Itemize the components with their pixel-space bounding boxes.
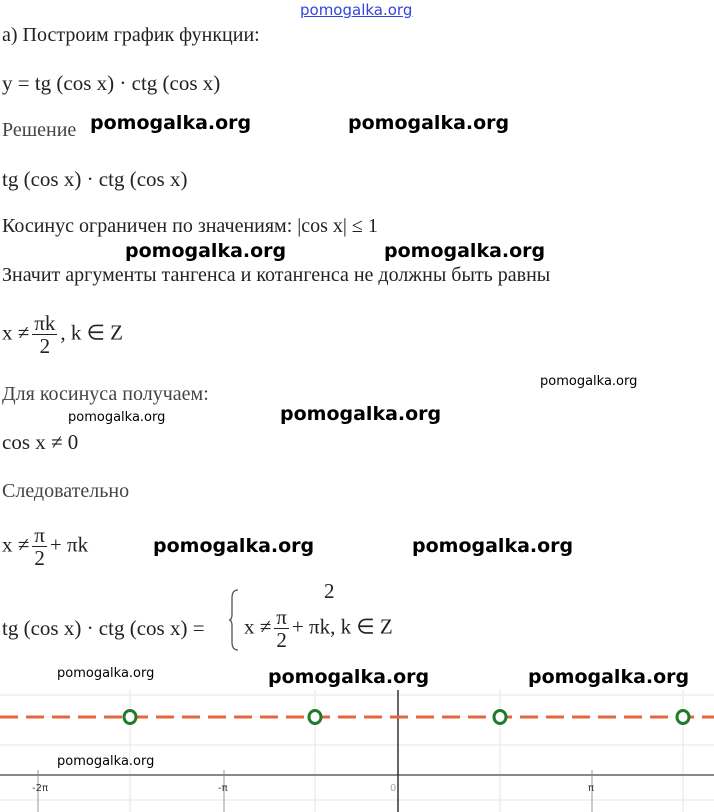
denominator: 2 <box>34 546 45 570</box>
hence-text: Следовательно <box>2 480 130 502</box>
watermark: pomogalka.org <box>57 754 155 769</box>
tick-label: -2π <box>32 783 48 794</box>
ineq1-right: , k ∈ Z <box>60 320 124 345</box>
watermark: pomogalka.org <box>153 535 315 557</box>
function-graph <box>0 690 714 812</box>
site-link[interactable]: pomogalka.org <box>300 1 413 19</box>
ineq1-left: x ≠ <box>2 320 30 345</box>
expression: tg (cos x) · ctg (cos x) <box>2 167 188 191</box>
grid <box>0 690 714 812</box>
ineq2-left: x ≠ <box>2 532 30 557</box>
watermark: pomogalka.org <box>348 112 510 134</box>
ineq2-right: + πk <box>49 532 89 557</box>
solution-heading: Решение <box>2 119 77 141</box>
for-cos-text: Для косинуса получаем: <box>2 383 209 405</box>
fraction <box>32 312 57 357</box>
watermark: pomogalka.org <box>384 240 546 262</box>
intro-text: а) Построим график функции: <box>2 24 260 46</box>
args-text: Значит аргументы тангенса и котангенса не должны быть равны <box>2 264 551 286</box>
excluded-point-marker <box>677 711 689 724</box>
watermark: pomogalka.org <box>412 535 574 557</box>
watermark: pomogalka.org <box>528 666 690 688</box>
system-top: 2 <box>324 579 335 603</box>
numerator: π <box>276 605 287 629</box>
fraction <box>274 606 289 651</box>
cos-bound-text: Косинус ограничен по значениям: |cos x| ≤ 1 <box>2 215 378 237</box>
sys-left: x ≠ <box>244 614 272 639</box>
brace <box>228 588 240 652</box>
fraction <box>32 524 47 569</box>
watermark: pomogalka.org <box>90 112 252 134</box>
numerator: πk <box>34 311 56 335</box>
watermark: pomogalka.org <box>540 374 638 389</box>
cos-ne-zero: cos x ≠ 0 <box>2 430 79 454</box>
function-formula: y = tg (cos x) · ctg (cos x) <box>2 71 221 95</box>
system-bottom <box>244 606 393 651</box>
excluded-point-marker <box>124 711 136 724</box>
watermark: pomogalka.org <box>125 240 287 262</box>
inequality-1 <box>2 312 123 357</box>
numerator: π <box>34 523 45 547</box>
watermark: pomogalka.org <box>68 410 166 425</box>
watermark: pomogalka.org <box>280 403 442 425</box>
tick-label: 0 <box>390 783 397 794</box>
sys-right: + πk, k ∈ Z <box>291 614 393 639</box>
tick-label: -π <box>218 783 228 794</box>
system-left: tg (cos x) · ctg (cos x) = <box>2 616 205 640</box>
inequality-2 <box>2 524 88 569</box>
excluded-point-marker <box>309 711 321 724</box>
denominator: 2 <box>39 334 51 358</box>
tick-label: π <box>588 783 595 794</box>
watermark: pomogalka.org <box>268 666 430 688</box>
denominator: 2 <box>276 628 287 652</box>
watermark: pomogalka.org <box>57 666 155 681</box>
excluded-point-marker <box>494 711 506 724</box>
